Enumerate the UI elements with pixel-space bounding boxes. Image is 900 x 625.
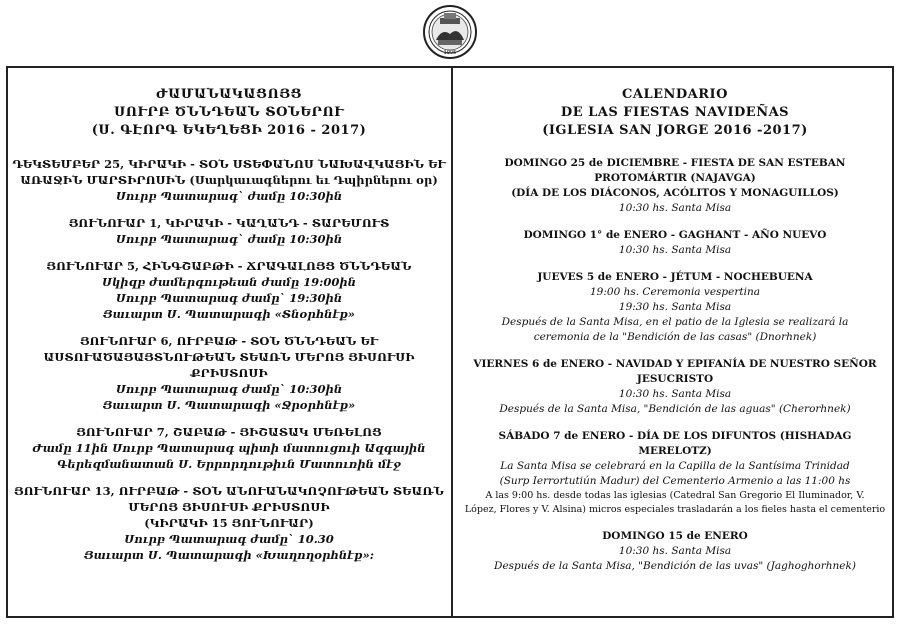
event-detail: Գերեզմանատան Ս. Երրորդութիւն Մատուռին մէջ [57, 457, 401, 471]
event-detail: Յաւարտ Ս. Պատարագի «Ջրօրհնէք» [102, 398, 356, 412]
armenian-title [12, 86, 446, 140]
event-detail: Սուրբ Պատարագ ժամը` 10:30ին [115, 382, 343, 396]
title-line: (IGLESIA SAN JORGE 2016 -2017) [542, 123, 808, 138]
event-heading: SÁBADO 7 de ENERO - DÍA DE LOS DIFUNTOS (HISHADAG MERELOTZ) [498, 430, 852, 457]
event-jan-5 [462, 270, 888, 345]
title-line: ՍՈՒՐԲ ԾՆՆԴԵԱՆ ՏՕՆԵՐՈՒ [113, 105, 345, 120]
armenian-calendar-column [12, 86, 446, 574]
event-heading: ԴԵԿՏԵՄԲԵՐ 25, ԿԻՐԱԿԻ - ՏՕՆ ՍՏԵՓԱՆՈՍ ՆԱԽԱՎԿԱՅԻՆ ԵՒ [12, 157, 446, 171]
event-detail: Սկիզբ ժամերգութեան ժամը 19:00ին [101, 275, 356, 289]
event-heading: PROTOMÁRTIR (NAJAVGA) [594, 172, 756, 184]
event-heading: VIERNES 6 de ENERO - NAVIDAD Y EPIFANÍA DE NUESTRO SEÑOR [473, 358, 877, 370]
title-line: (Ս. ԳԷՈՐԳ ԵԿԵՂԵՑԻ 2016 - 2017) [91, 123, 367, 138]
event-heading: ԱՍՏՈՒԱԾԱՅԱՅՏՆՈՒԹԵԱՆ ՏԵԱՌՆ ՄԵՐՈՅ ՅԻՍՈՒՍԻ ՔՐԻՍՏՈՍԻ [43, 350, 415, 380]
event-detail: Después de la Santa Misa, "Bendición de las aguas" (Cherorhnek) [499, 403, 851, 415]
church-seal-logo [422, 4, 478, 60]
event-heading: ՅՈՒՆՈՒԱՐ 6, ՈՒՐԲԱԹ - ՏՕՆ ԾՆՆԴԵԱՆ ԵՒ [79, 334, 379, 348]
event-detail: Ժամը 11ին Սուրբ Պատարագ պիտի մատուցուի Ազգային [32, 441, 426, 455]
event-detail: Յաւարտ Ս. Պատարագի «Խաղողօրհնէք»: [84, 548, 374, 562]
event-detail: Սուրբ Պատարագ` ժամը 10:30ին [115, 189, 343, 203]
event-heading: ԱՌԱՋԻՆ ՄԱՐՏԻՐՈՍԻՆ (Սարկաւագներու եւ Դպիրներու օր) [20, 173, 438, 187]
seal-year: 1905 [443, 50, 457, 56]
event-heading: ՅՈՒՆՈՒԱՐ 1, ԿԻՐԱԿԻ - ԿԱՂԱՆԴ - ՏԱՐԵՄՈՒՏ [68, 216, 390, 230]
event-detail: 10:30 hs. Santa Misa [618, 202, 732, 214]
event-note: A las 9:00 hs. desde todas las iglesias (Catedral San Gregorio El Iluminador, V. [485, 490, 865, 501]
event-heading: DOMINGO 25 de DICIEMBRE - FIESTA DE SAN ESTEBAN [504, 157, 846, 169]
event-detail: 10:30 hs. Santa Misa [618, 545, 732, 557]
event-detail: Սուրբ Պատարագ ժամը` 19:30ին [115, 291, 343, 305]
event-heading: ՅՈՒՆՈՒԱՐ 7, ՇԱԲԱԹ - ՅԻՇԱՏԱԿ ՄԵՌԵԼՈՑ [76, 425, 382, 439]
event-detail: 19:00 hs. Ceremonia vespertina [590, 286, 760, 298]
event-heading: (DÍA DE LOS DIÁCONOS, ACÓLITOS Y MONAGUILLOS) [511, 187, 839, 199]
event-note: López, Flores y V. Alsina) micros especiales trasladarán a los fieles hasta el cementerio [464, 504, 886, 515]
event-detail: Յաւարտ Ս. Պատարագի «Տնօրհնէք» [103, 307, 355, 321]
title-line: ԺԱՄԱՆԱԿԱՑՈՅՑ [155, 87, 303, 102]
event-jan-15 [462, 529, 888, 574]
event-detail: La Santa Misa se celebrará en la Capilla de la Santísima Trinidad [500, 460, 850, 472]
event-heading: ՄԵՐՈՅ ՅԻՍՈՒՍԻ ՔՐԻՍՏՈՍԻ [128, 500, 330, 514]
event-dec-25 [12, 156, 446, 204]
event-heading: DOMINGO 15 de ENERO [602, 530, 748, 542]
event-jan-7 [462, 429, 888, 517]
event-detail: 10:30 hs. Santa Misa [618, 244, 732, 256]
event-jan-7 [12, 424, 446, 472]
event-jan-6 [462, 357, 888, 417]
event-detail: (Surp Ierrortutiún Madur) del Cementerio Armenio a las 11:00 hs [499, 475, 851, 487]
event-detail: Después de la Santa Misa, "Bendición de las uvas" (Jaghoghorhnek) [494, 560, 856, 572]
event-detail: Después de la Santa Misa, en el patio de la Iglesia se realizará la [501, 316, 849, 328]
event-detail: ceremonia de la "Bendición de las casas" (Dnorhnek) [533, 331, 817, 343]
event-jan-5 [12, 258, 446, 322]
event-detail: 19:30 hs. Santa Misa [618, 301, 732, 313]
spanish-title [462, 86, 888, 140]
event-jan-1 [12, 215, 446, 247]
event-jan-13 [12, 483, 446, 563]
event-jan-6 [12, 333, 446, 413]
event-heading: JUEVES 5 de ENERO - JÉTUM - NOCHEBUENA [537, 271, 813, 283]
column-divider [451, 66, 453, 618]
event-heading: ՅՈՒՆՈՒԱՐ 13, ՈՒՐԲԱԹ - ՏՕՆ ԱՆՈՒԱՆԱԿՈՉՈՒԹԵԱՆ ՏԵԱՌՆ [14, 484, 444, 498]
spanish-calendar-column [462, 86, 888, 586]
event-heading: (ԿԻՐԱԿԻ 15 ՅՈՒՆՈՒԱՐ) [144, 516, 314, 530]
event-detail: 10:30 hs. Santa Misa [618, 388, 732, 400]
event-detail: Սուրբ Պատարագ` ժամը 10:30ին [115, 232, 343, 246]
event-dec-25 [462, 156, 888, 216]
title-line: CALENDARIO [622, 87, 728, 102]
event-heading: ՅՈՒՆՈՒԱՐ 5, ՀԻՆԳՇԱԲԹԻ - ՃՐԱԳԱԼՈՅՑ ԾՆՆԴԵԱՆ [46, 259, 412, 273]
title-line: DE LAS FIESTAS NAVIDEÑAS [560, 105, 790, 120]
event-heading: DOMINGO 1° de ENERO - GAGHANT - AÑO NUEVO [523, 229, 827, 241]
event-jan-1 [462, 228, 888, 258]
event-detail: Սուրբ Պատարագ ժամը` 10.30 [124, 532, 334, 546]
event-heading: JESUCRISTO [636, 373, 714, 385]
